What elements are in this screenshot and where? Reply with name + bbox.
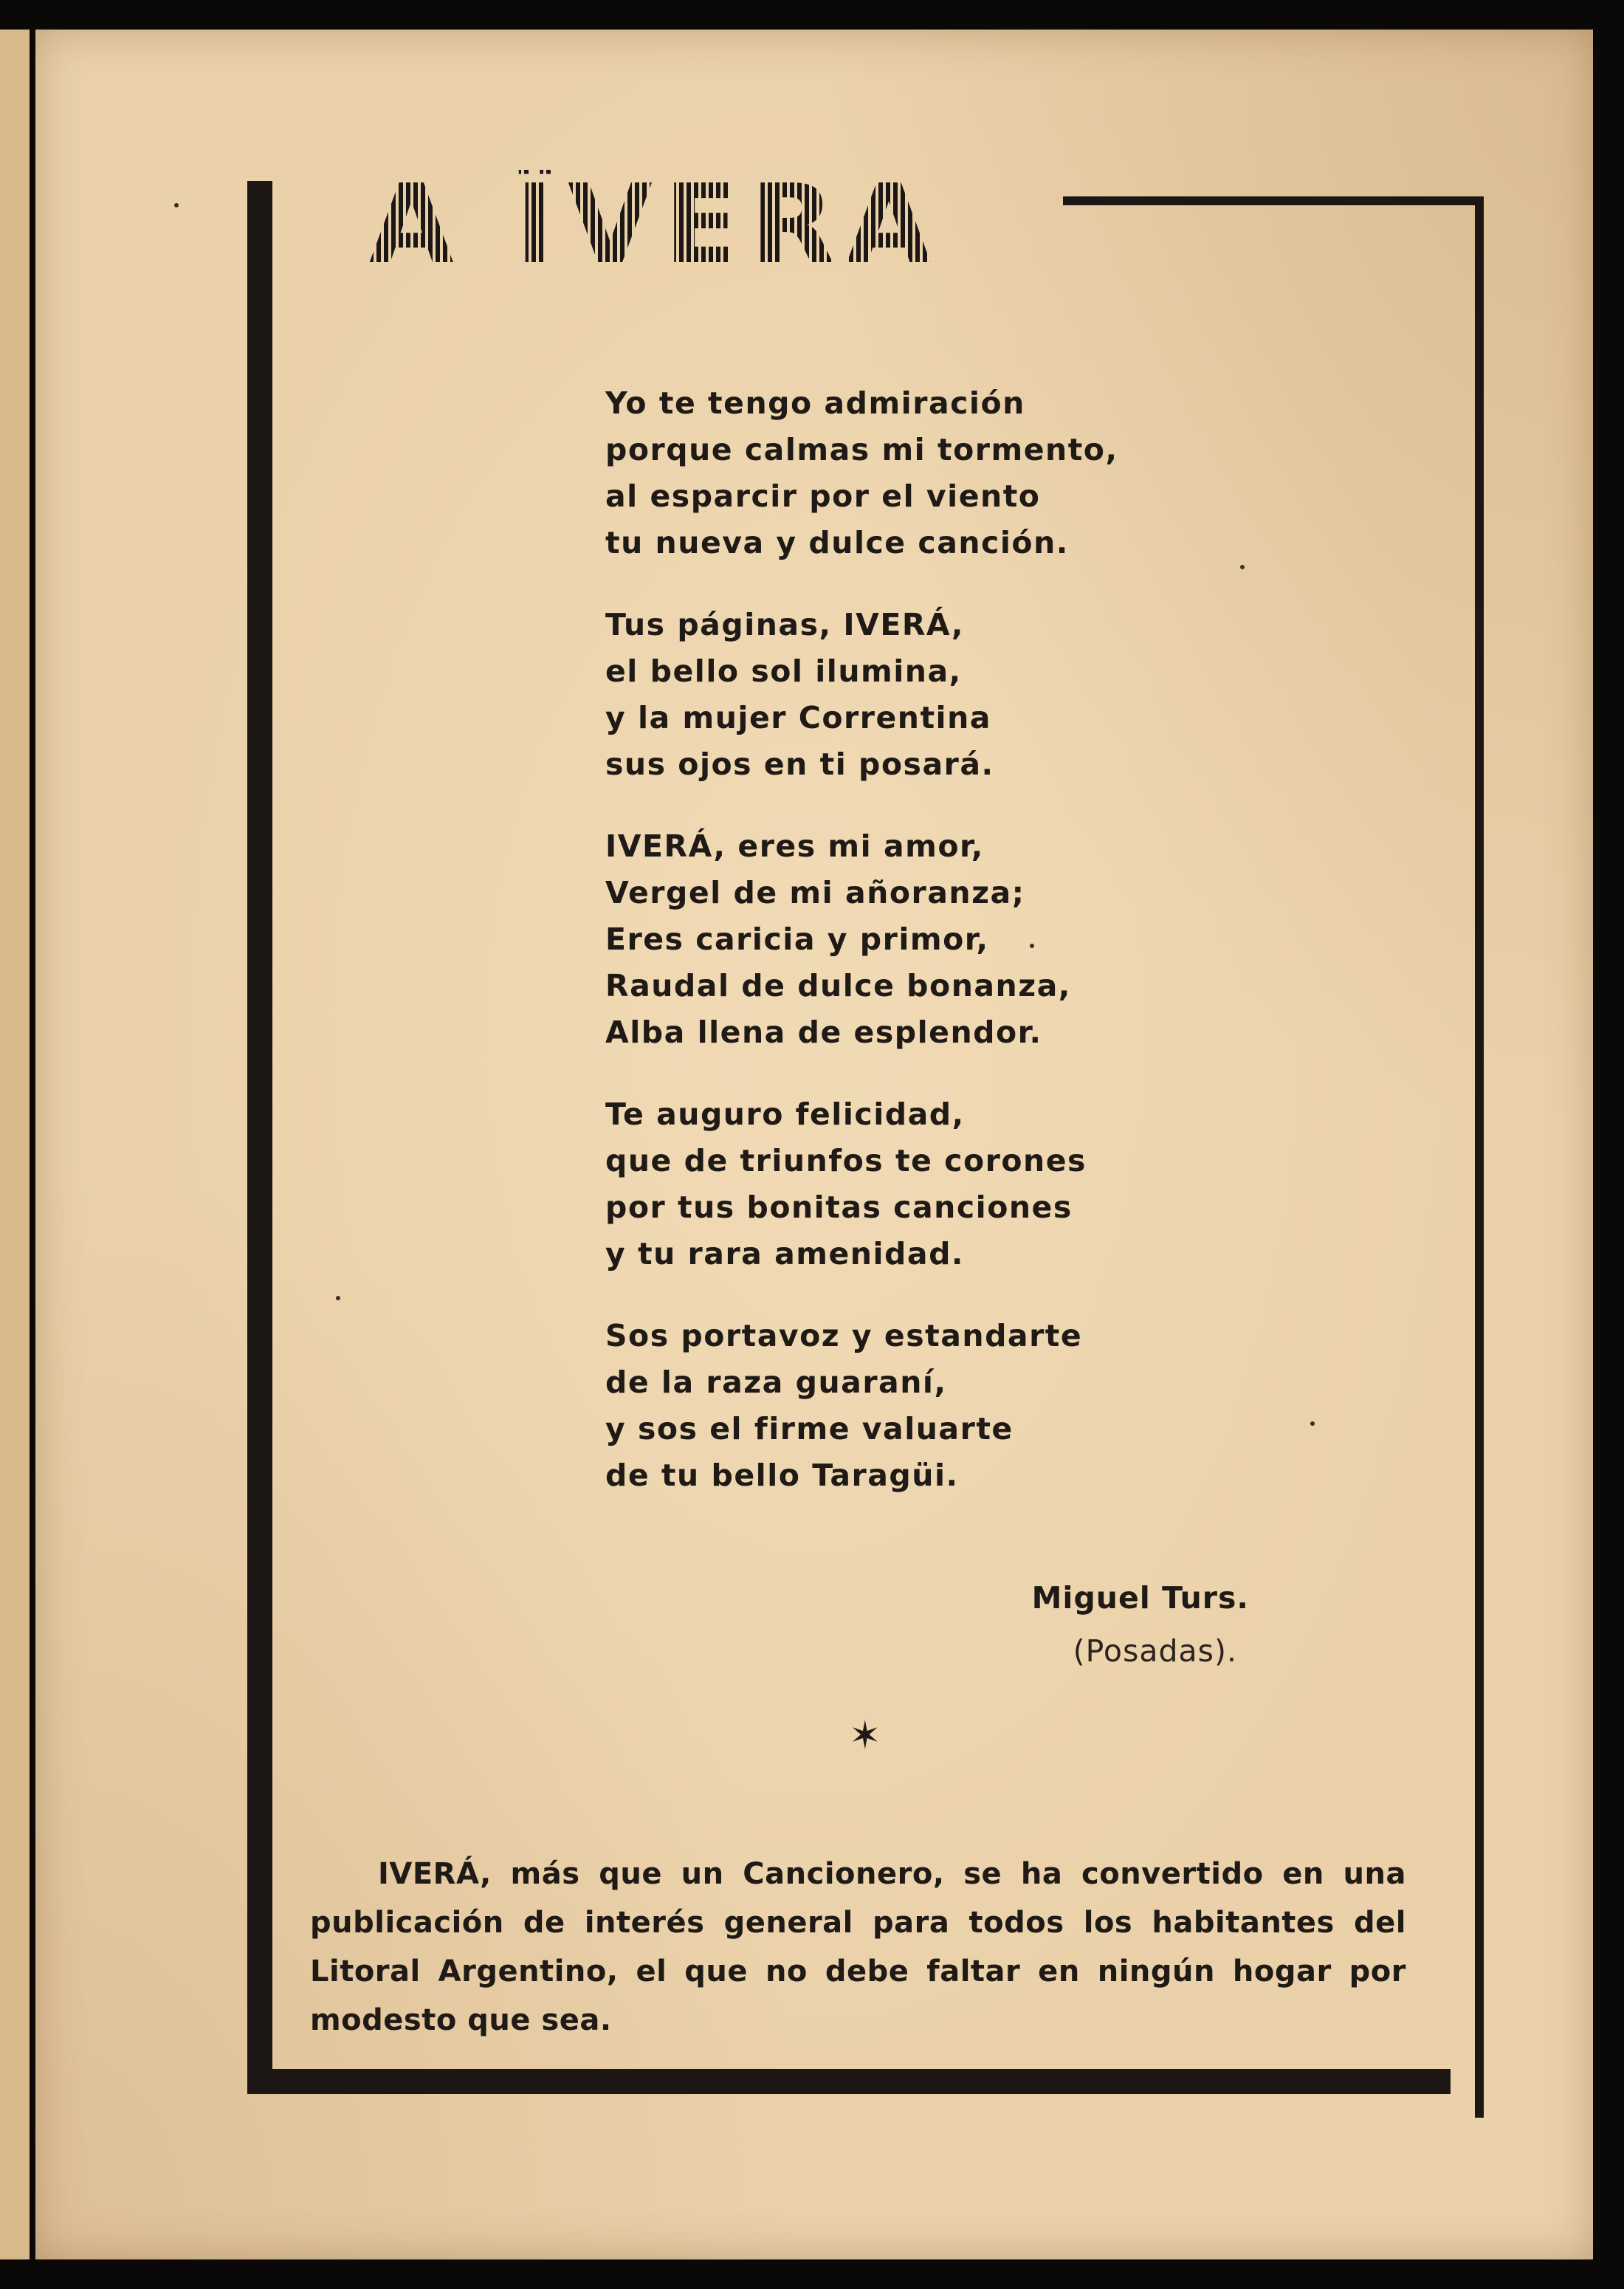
- frame-top-border: [1063, 196, 1484, 205]
- poem-line: Alba llena de esplendor.: [605, 1015, 1042, 1050]
- poem-line: que de triunfos te corones: [605, 1143, 1087, 1178]
- poem-line: tu nueva y dulce canción.: [605, 525, 1069, 560]
- poem-line: Vergel de mi añoranza;: [605, 875, 1025, 910]
- poem-line: Sos portavoz y estandarte: [605, 1318, 1083, 1353]
- paper-speck: [1030, 944, 1034, 948]
- frame-bottom-border: [247, 2069, 1451, 2094]
- poem-line: al esparcir por el viento: [605, 478, 1041, 514]
- author-place: (Posadas).: [1073, 1633, 1237, 1669]
- frame-right-border: [1475, 199, 1484, 2118]
- poem-line: sus ojos en ti posará.: [605, 747, 994, 782]
- poem-line: el bello sol ilumina,: [605, 653, 962, 689]
- stanza: [605, 1091, 1196, 1277]
- paper-speck: [174, 203, 179, 207]
- poem-line: por tus bonitas canciones: [605, 1190, 1073, 1225]
- stanza: [605, 823, 1196, 1056]
- stanza: [605, 380, 1196, 566]
- poem: [605, 380, 1196, 1534]
- publication-note: IVERÁ, más que un Cancionero, se ha convertido en una publicación de interés general para todos los habitantes del Litoral Argentino, el que no debe faltar en ningún hogar por modesto que sea.: [310, 1857, 1406, 2037]
- poem-line: Te auguro felicidad,: [605, 1097, 965, 1132]
- poem-line: Yo te tengo admiración: [605, 385, 1025, 421]
- poem-line: porque calmas mi tormento,: [605, 432, 1118, 467]
- poem-line: de la raza guaraní,: [605, 1365, 947, 1400]
- stanza: [605, 602, 1196, 788]
- paper-speck: [1310, 1421, 1315, 1426]
- poem-line: IVERÁ, eres mi amor,: [605, 828, 984, 864]
- author-name: Miguel Turs.: [1031, 1580, 1249, 1616]
- poem-line: Eres caricia y primor,: [605, 922, 989, 957]
- poem-line: de tu bello Taragüi.: [605, 1458, 959, 1493]
- poem-line: Tus páginas, IVERÁ,: [605, 607, 964, 642]
- paper-speck: [336, 1296, 340, 1300]
- frame-left-border: [247, 181, 272, 2093]
- page-title: A ÏVERA: [369, 161, 943, 288]
- poem-line: y tu rara amenidad.: [605, 1236, 964, 1272]
- adjacent-page-edge: [0, 30, 30, 2259]
- poem-line: Raudal de dulce bonanza,: [605, 968, 1071, 1003]
- paper-speck: [1240, 565, 1245, 569]
- poem-line: y la mujer Correntina: [605, 700, 991, 735]
- stanza: [605, 1313, 1196, 1499]
- star-ornament-icon: ✶: [849, 1714, 881, 1758]
- poem-line: y sos el firme valuarte: [605, 1411, 1014, 1447]
